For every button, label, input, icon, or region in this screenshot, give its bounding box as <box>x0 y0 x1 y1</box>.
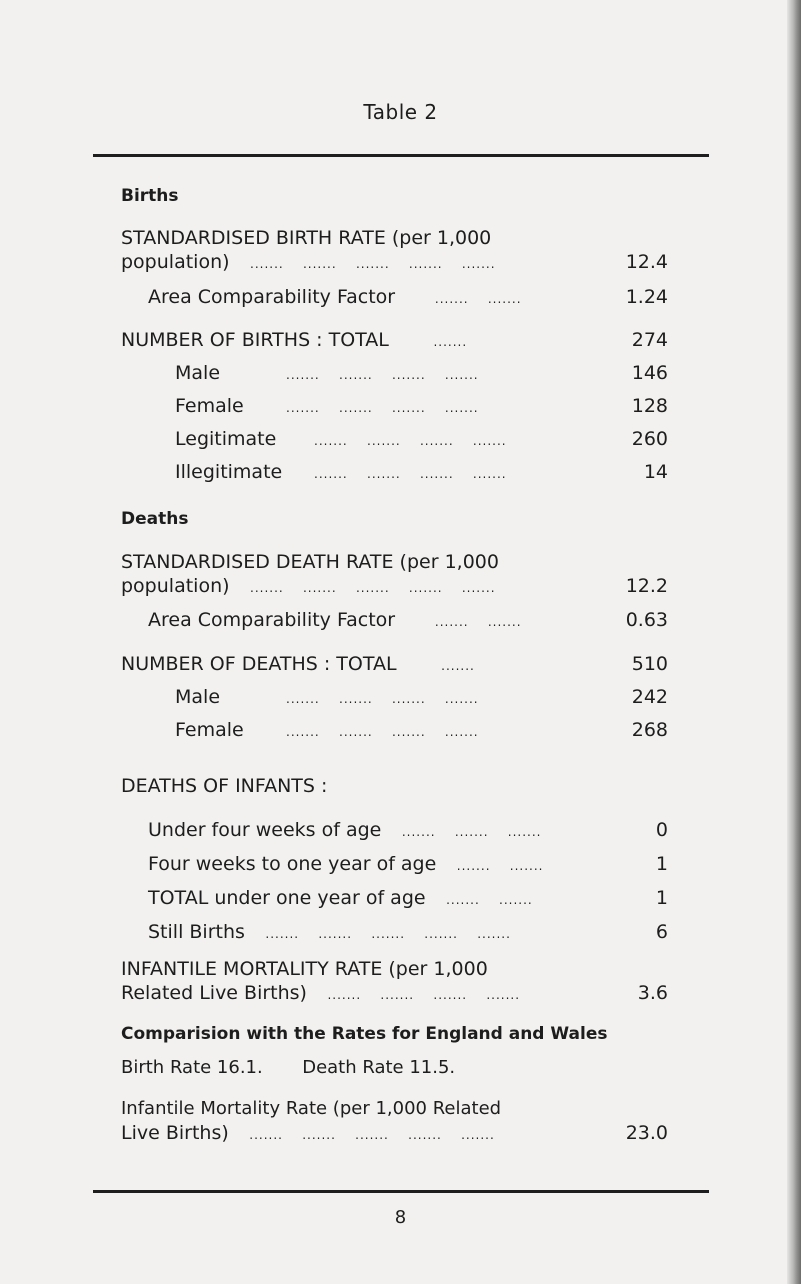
under-four-weeks-label: Under four weeks of age <box>148 819 382 841</box>
comparison-imr-value: 23.0 <box>625 1122 668 1144</box>
table-title: Table 2 <box>363 100 438 124</box>
deaths-female-label: Female <box>175 719 244 741</box>
deaths-female-row <box>175 718 668 744</box>
leader-dots: ....... <box>394 335 468 349</box>
births-female-label: Female <box>175 395 244 417</box>
birth-acf-value: 1.24 <box>625 286 668 308</box>
death-rate-value: 12.2 <box>625 575 668 597</box>
leader-dots: ....... ....... ....... <box>387 825 542 839</box>
death-rate-row-2 <box>121 574 668 600</box>
four-weeks-to-one-year-value: 1 <box>655 853 668 875</box>
births-female-value: 128 <box>631 395 668 417</box>
death-acf-value: 0.63 <box>625 609 668 631</box>
birth-rate-label-line1: STANDARDISED BIRTH RATE (per 1,000 <box>121 227 492 249</box>
imr-row-2 <box>121 981 668 1007</box>
births-illegitimate-value: 14 <box>643 461 668 483</box>
deaths-total-value: 510 <box>631 653 668 675</box>
comparison-imr-label-line2: Live Births) <box>121 1122 229 1144</box>
birth-rate-row <box>121 226 668 250</box>
infants-total-value: 1 <box>655 887 668 909</box>
leader-dots: ....... ....... ....... ....... ....... <box>234 1128 495 1142</box>
deaths-male-value: 242 <box>631 686 668 708</box>
birth-rate-label-line2: population) <box>121 251 230 273</box>
death-rate-label-line2: population) <box>121 575 230 597</box>
leader-dots: ....... ....... ....... ....... ....... <box>250 927 511 941</box>
leader-dots: ....... ....... ....... ....... <box>286 725 479 739</box>
births-male-row <box>175 361 668 387</box>
leader-dots: ....... ....... ....... ....... ....... <box>235 581 496 595</box>
four-weeks-to-one-year-row <box>148 852 668 878</box>
deaths-heading: Deaths <box>121 509 189 529</box>
deaths-total-row <box>121 652 668 678</box>
births-legitimate-row <box>175 427 668 453</box>
still-births-row <box>148 920 668 946</box>
comparison-birth-rate: Birth Rate 16.1. <box>121 1057 263 1078</box>
under-four-weeks-value: 0 <box>655 819 668 841</box>
page-number: 8 <box>394 1207 407 1228</box>
births-illegitimate-row <box>175 460 668 486</box>
births-total-label: NUMBER OF BIRTHS : TOTAL <box>121 329 389 351</box>
four-weeks-to-one-year-label: Four weeks to one year of age <box>148 853 437 875</box>
leader-dots: ....... ....... <box>431 893 533 907</box>
births-male-label: Male <box>175 362 221 384</box>
births-total-row <box>121 328 668 354</box>
infants-total-label: TOTAL under one year of age <box>148 887 426 909</box>
births-legitimate-label: Legitimate <box>175 428 277 450</box>
births-legitimate-value: 260 <box>631 428 668 450</box>
under-four-weeks-row <box>148 818 668 844</box>
comparison-imr-row <box>121 1121 668 1147</box>
deaths-male-label: Male <box>175 686 221 708</box>
leader-dots: ....... ....... ....... ....... <box>286 368 479 382</box>
leader-dots: ....... ....... ....... ....... <box>314 467 507 481</box>
infants-heading-label: DEATHS OF INFANTS : <box>121 775 328 797</box>
births-female-row <box>175 394 668 420</box>
comparison-rates-row <box>121 1057 455 1078</box>
imr-row <box>121 957 668 981</box>
death-rate-label-line1: STANDARDISED DEATH RATE (per 1,000 <box>121 551 499 573</box>
bottom-rule <box>93 1190 709 1193</box>
births-male-value: 146 <box>631 362 668 384</box>
birth-rate-value: 12.4 <box>625 251 668 273</box>
top-rule <box>93 154 709 157</box>
comparison-imr-line1: Infantile Mortality Rate (per 1,000 Related <box>121 1098 502 1119</box>
imr-value: 3.6 <box>637 982 668 1004</box>
birth-acf-label: Area Comparability Factor <box>148 286 396 308</box>
comparison-death-rate: Death Rate 11.5. <box>302 1057 456 1078</box>
comparison-heading: Comparision with the Rates for England and Wales <box>121 1024 608 1044</box>
page-edge-shadow <box>787 0 801 1284</box>
still-births-value: 6 <box>655 921 668 943</box>
deaths-female-value: 268 <box>631 719 668 741</box>
leader-dots: ....... ....... ....... ....... <box>314 434 507 448</box>
births-heading: Births <box>121 186 179 206</box>
death-acf-row <box>148 608 668 634</box>
leader-dots: ....... ....... ....... ....... <box>286 401 479 415</box>
deaths-male-row <box>175 685 668 711</box>
deaths-total-label: NUMBER OF DEATHS : TOTAL <box>121 653 397 675</box>
births-total-value: 274 <box>631 329 668 351</box>
infants-total-row <box>148 886 668 912</box>
births-illegitimate-label: Illegitimate <box>175 461 283 483</box>
still-births-label: Still Births <box>148 921 245 943</box>
leader-dots: ....... ....... ....... ....... ....... <box>235 257 496 271</box>
death-rate-row <box>121 550 668 574</box>
imr-label-line1: INFANTILE MORTALITY RATE (per 1,000 <box>121 958 488 980</box>
leader-dots: ....... ....... <box>442 859 544 873</box>
leader-dots: ....... ....... <box>401 292 522 306</box>
leader-dots: ....... ....... <box>401 615 522 629</box>
leader-dots: ....... ....... ....... ....... <box>286 692 479 706</box>
imr-label-line2: Related Live Births) <box>121 982 307 1004</box>
death-acf-label: Area Comparability Factor <box>148 609 396 631</box>
leader-dots: ....... <box>402 659 475 673</box>
infants-heading <box>121 774 668 798</box>
birth-rate-row-2 <box>121 250 668 276</box>
birth-acf-row <box>148 285 668 311</box>
leader-dots: ....... ....... ....... ....... <box>313 988 521 1002</box>
